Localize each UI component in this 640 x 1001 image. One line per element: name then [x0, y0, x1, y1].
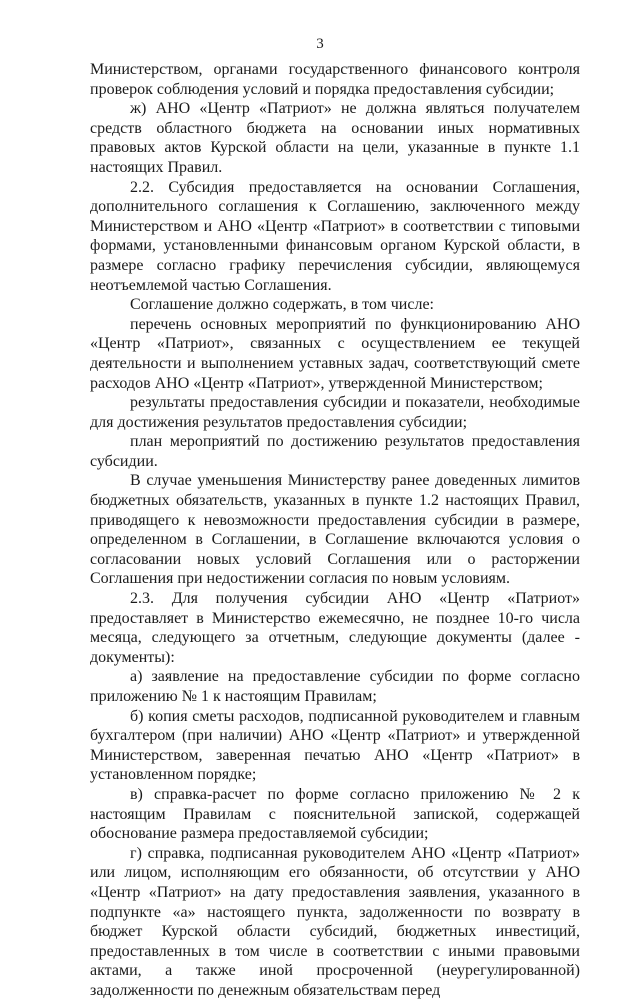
- paragraph-item-g: г) справка, подписанная руководителем АНО «Центр «Патриот» или лицом, исполняющим его обязанности, об отсутствии у АНО «Центр «Патриот» на дату предоставления заявления, указанного в подпункте «а» настоящего пункта, задолженности по возврату в бюджет Курской области субсидий, бюджетных инвестиций, предоставленных в том числе в соответствии с иными правовыми актами, а также иной просроченной (неурегулированной) задолженности по денежным обязательствам перед: [90, 844, 580, 999]
- paragraph-item-zh: ж) АНО «Центр «Патриот» не должна являться получателем средств областного бюджета на основании иных нормативных правовых актов Курской области на цели, указанные в пункте 1.1 настоящих Правил.: [90, 100, 580, 176]
- paragraph-item-b: б) копия сметы расходов, подписанной руководителем и главным бухгалтером (при наличии) АНО «Центр «Патриот» и утвержденной Министерством, заверенная печатью АНО «Центр «Патриот» в установленном порядке;: [90, 707, 580, 784]
- paragraph-item-v: в) справка-расчет по форме согласно приложению № 2 к настоящим Правилам с пояснительной запиской, содержащей обоснование размера предоставляемой субсидии;: [90, 785, 580, 843]
- paragraph-continuation: Министерством, органами государственного финансового контроля проверок соблюдения условий и порядка предоставления субсидии;: [90, 61, 580, 98]
- paragraph-activities-list: перечень основных мероприятий по функционированию АНО «Центр «Патриот», связанных с осуществлением ее текущей деятельности и выполнением уставных задач, соответствующий смете расходов АНО «Центр «Патриот», утвержденной Министерством;: [90, 315, 580, 392]
- paragraph-results-indicators: результаты предоставления субсидии и показатели, необходимые для достижения результатов предоставления субсидии;: [90, 394, 580, 431]
- paragraph-action-plan: план мероприятий по достижению результатов предоставления субсидии.: [90, 433, 580, 470]
- paragraph-item-a: а) заявление на предоставление субсидии по форме согласно приложению № 1 к настоящим Правилам;: [90, 668, 580, 705]
- page-number: 3: [316, 36, 324, 52]
- document-body: [90, 60, 580, 1001]
- paragraph-agreement-content: Соглашение должно содержать, в том числе:: [130, 296, 434, 314]
- paragraph-limits-reduction: В случае уменьшения Министерству ранее доведенных лимитов бюджетных обязательств, указанных в пункте 1.2 настоящих Правил, приводящего к невозможности предоставления субсидии в размере, определенном в Соглашении, в Соглашение включаются условия о согласовании новых условий Соглашения или о расторжении Соглашения при недостижении согласия по новым условиям.: [90, 472, 580, 588]
- paragraph-2-3: 2.3. Для получения субсидии АНО «Центр «Патриот» предоставляет в Министерство ежемесячно, не позднее 10-го числа месяца, следующего за отчетным, следующие документы (далее - документы):: [90, 590, 580, 666]
- paragraph-2-2: 2.2. Субсидия предоставляется на основании Соглашения, дополнительного соглашения к Соглашению, заключенного между Министерством и АНО «Центр «Патриот» в соответствии с типовыми формами, установленными финансовым органом Курской области, в размере согласно графику перечисления субсидии, являющемуся неотъемлемой частью Соглашения.: [90, 178, 580, 294]
